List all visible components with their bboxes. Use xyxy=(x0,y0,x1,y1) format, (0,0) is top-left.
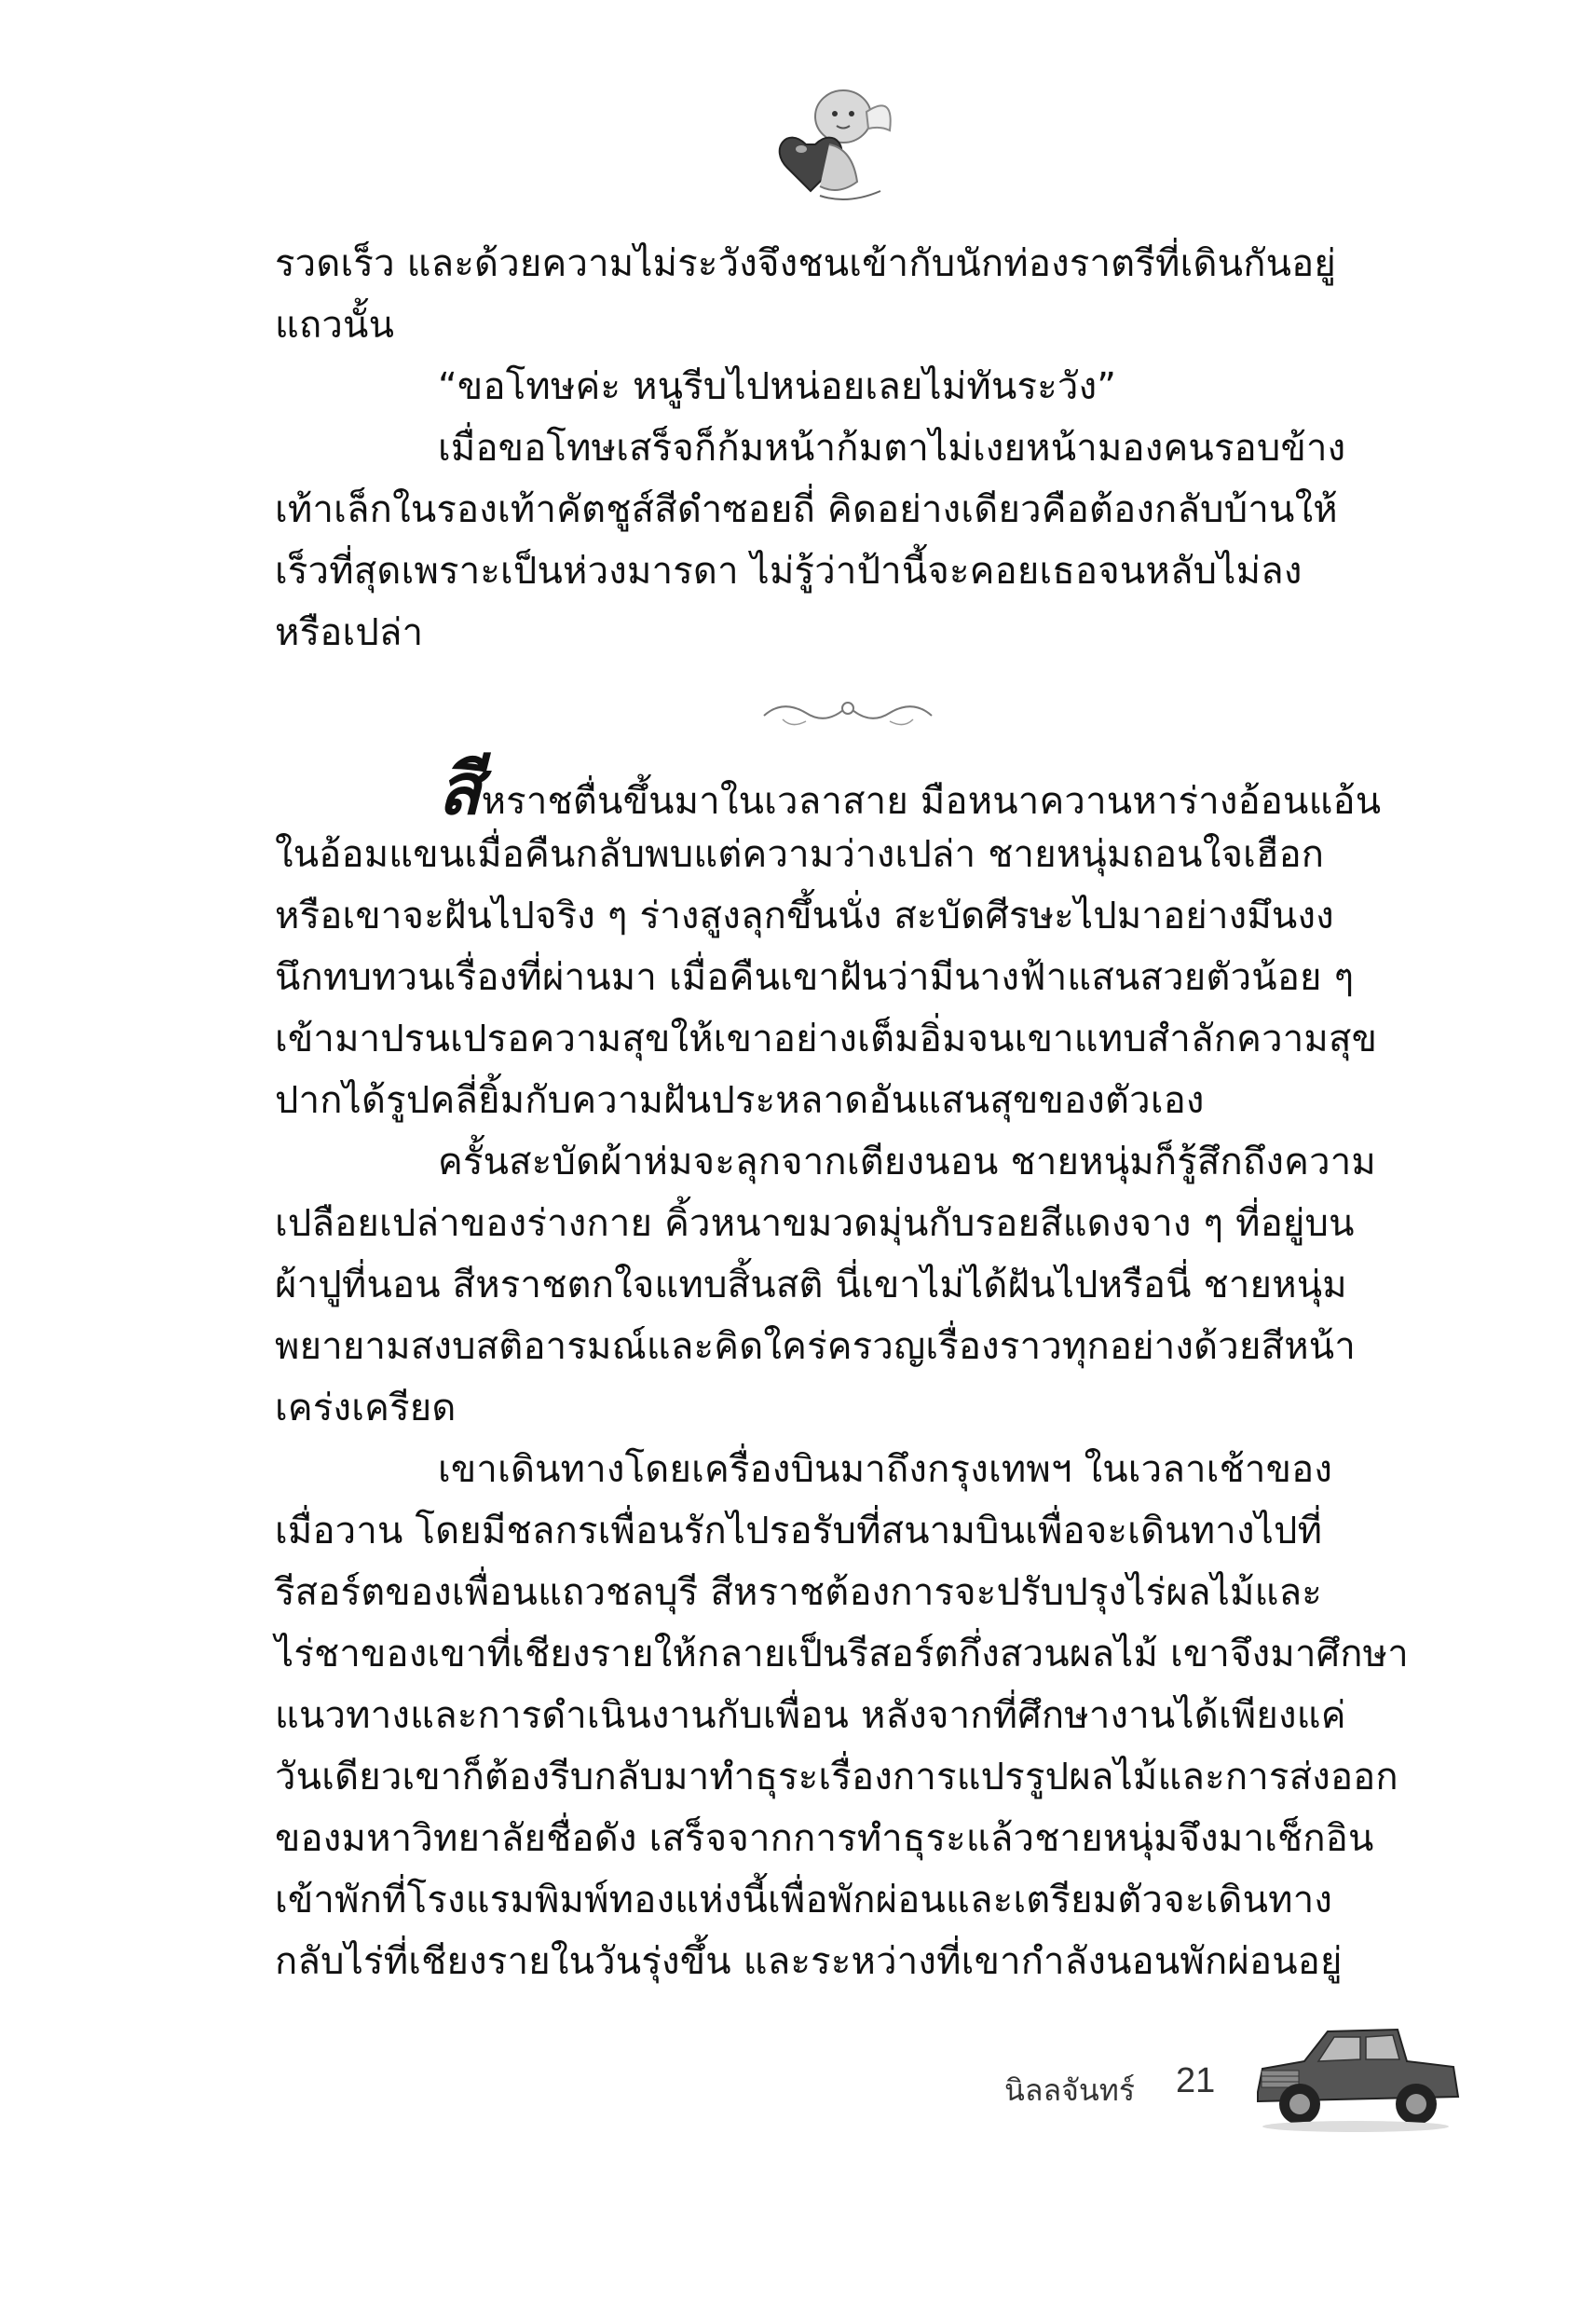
text-line: เขาเดินทางโดยเครื่องบินมาถึงกรุงเทพฯ ในเวลาเช้าของ xyxy=(438,1448,1333,1491)
scroll-divider-ornament xyxy=(755,690,941,736)
text-line: พยายามสงบสติอารมณ์และคิดใคร่ครวญเรื่องราวทุกอย่างด้วยสีหน้า xyxy=(275,1325,1356,1368)
text-line: ผ้าปูที่นอน สีหราชตกใจแทบสิ้นสติ นี่เขาไม่ได้ฝันไปหรือนี่ ชายหนุ่ม xyxy=(275,1264,1347,1306)
text-line: รวดเร็ว และด้วยความไม่ระวังจึงชนเข้ากับนักท่องราตรีที่เดินกันอยู่ xyxy=(275,242,1337,285)
text-line: เมื่อขอโทษเสร็จก็ก้มหน้าก้มตาไม่เงยหน้ามองคนรอบข้าง xyxy=(438,427,1346,470)
text-line: เท้าเล็กในรองเท้าคัตชูส์สีดำซอยถี่ คิดอย่างเดียวคือต้องกลับบ้านให้ xyxy=(275,488,1338,531)
text-section-main xyxy=(275,747,1439,1992)
page-number: 21 xyxy=(1176,2061,1216,2100)
text-line: เมื่อวาน โดยมีชลกรเพื่อนรักไปรอรับที่สนามบินเพื่อจะเดินทางไปที่ xyxy=(275,1510,1323,1552)
text-line: เข้าพักที่โรงแรมพิมพ์ทองแห่งนี้เพื่อพักผ่อนและเตรียมตัวจะเดินทาง xyxy=(275,1879,1333,1921)
text-line: แนวทางและการดำเนินงานกับเพื่อน หลังจากที่ศึกษางานได้เพียงแค่ xyxy=(275,1694,1346,1737)
text-line: ครั้นสะบัดผ้าห่มจะลุกจากเตียงนอน ชายหนุ่มก็รู้สึกถึงความ xyxy=(438,1141,1376,1183)
text-line xyxy=(275,747,1439,830)
dialogue-line: “ขอโทษค่ะ หนูรีบไปหน่อยเลยไม่ทันระวัง” xyxy=(438,365,1117,408)
text-line: หรือเขาจะฝันไปจริง ๆ ร่างสูงลุกขึ้นนั่ง สะบัดศีรษะไปมาอย่างมึนงง xyxy=(275,895,1334,937)
text-section-top xyxy=(275,233,1439,663)
text-line: แถวนั้น xyxy=(275,304,395,347)
text-line: เคร่งเครียด xyxy=(275,1387,457,1429)
drop-cap: สี xyxy=(438,747,482,830)
cupid-heart-illustration xyxy=(764,75,904,214)
text-line: กลับไร่ที่เชียงรายในวันรุ่งขึ้น และระหว่างที่เขากำลังนอนพักผ่อนอยู่ xyxy=(275,1940,1343,1983)
text-line: ปากได้รูปคลี่ยิ้มกับความฝันประหลาดอันแสนสุขของตัวเอง xyxy=(275,1079,1205,1122)
text-line: วันเดียวเขาก็ต้องรีบกลับมาทำธุระเรื่องการแปรรูปผลไม้และการส่งออก xyxy=(275,1756,1398,1798)
text-line: เปลือยเปล่าของร่างกาย คิ้วหนาขมวดมุ่นกับรอยสีแดงจาง ๆ ที่อยู่บน xyxy=(275,1202,1355,1245)
text-line: นึกทบทวนเรื่องที่ผ่านมา เมื่อคืนเขาฝันว่ามีนางฟ้าแสนสวยตัวน้อย ๆ xyxy=(275,956,1355,999)
pickup-truck-illustration xyxy=(1248,2003,1463,2143)
footer-author: นิลลจันทร์ xyxy=(1004,2072,1135,2108)
text-line: ไร่ชาของเขาที่เชียงรายให้กลายเป็นรีสอร์ตกึ่งสวนผลไม้ เขาจึงมาศึกษา xyxy=(275,1633,1409,1675)
text-line: เข้ามาปรนเปรอความสุขให้เขาอย่างเต็มอิ่มจนเขาแทบสำลักความสุข xyxy=(275,1018,1378,1060)
text-line: หรือเปล่า xyxy=(275,611,424,654)
text-line-content: หราชตื่นขึ้นมาในเวลาสาย มือหนาควานหาร่างอ้อนแอ้น xyxy=(481,780,1382,823)
text-line: รีสอร์ตของเพื่อนแถวชลบุรี สีหราชต้องการจะปรับปรุงไร่ผลไม้และ xyxy=(275,1571,1322,1614)
text-line: ในอ้อมแขนเมื่อคืนกลับพบแต่ความว่างเปล่า ชายหนุ่มถอนใจเฮือก xyxy=(275,833,1325,876)
text-line: เร็วที่สุดเพราะเป็นห่วงมารดา ไม่รู้ว่าป้านี้จะคอยเธอจนหลับไม่ลง xyxy=(275,550,1303,593)
text-line: ของมหาวิทยาลัยชื่อดัง เสร็จจากการทำธุระแล้วชายหนุ่มจึงมาเช็กอิน xyxy=(275,1817,1374,1860)
